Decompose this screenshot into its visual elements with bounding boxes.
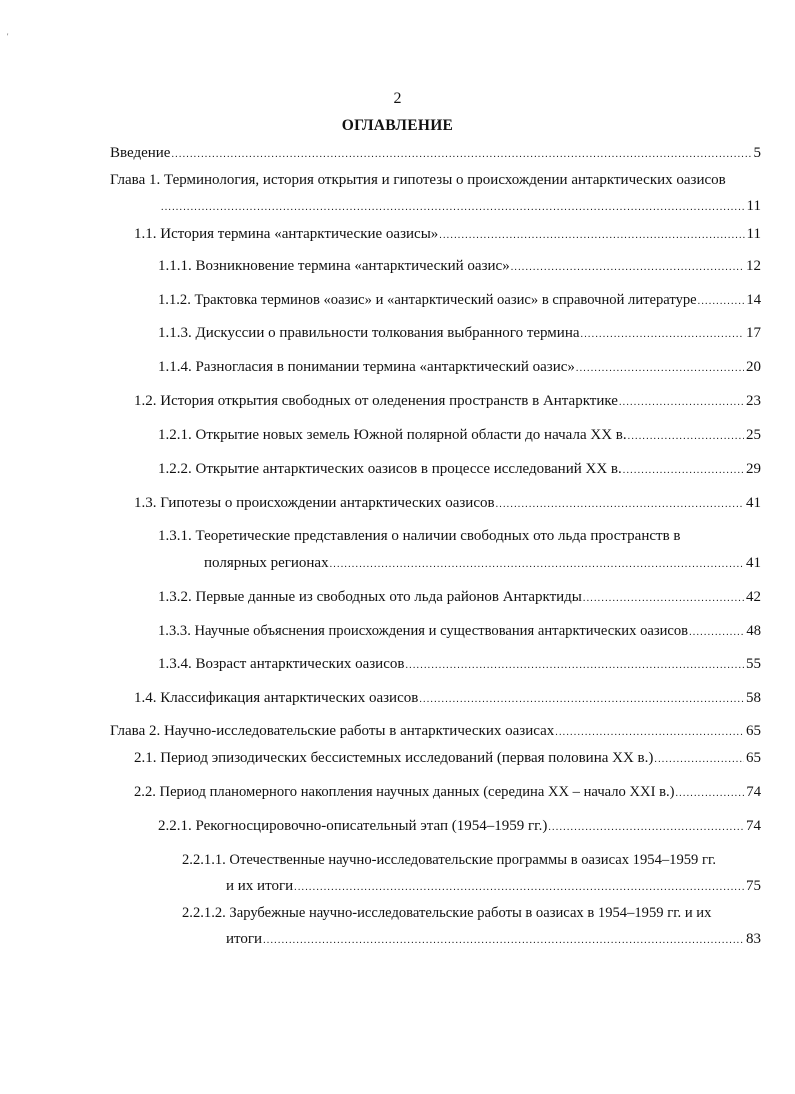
toc-page-number: 12 (746, 258, 761, 274)
toc-page-number: 11 (746, 198, 761, 214)
toc-entry-2-2-1-2-line1[interactable]: 2.2.1.2. Зарубежные научно-исследовательские работы в оазисах в 1954–1959 гг. и их (182, 905, 712, 921)
dot-leader (294, 878, 744, 898)
toc-page-number: 41 (746, 555, 761, 571)
dot-leader (555, 723, 744, 743)
dot-leader (654, 750, 744, 770)
toc-entry-label: 1.1.4. Разногласия в понимании термина «антарктический оазис» (158, 359, 575, 375)
toc-entry-label: 1.1.1. Возникновение термина «антарктический оазис» (158, 258, 510, 274)
dot-leader (263, 931, 744, 951)
toc-page-number: 41 (746, 495, 761, 511)
toc-entry-label: 1.2.2. Открытие антарктических оазисов в процессе исследований XX в. (158, 461, 622, 477)
toc-entry-2-2-1-1-line1[interactable]: 2.2.1.1. Отечественные научно-исследовательские программы в оазисах 1954–1959 гг. (182, 852, 716, 868)
toc-entry-label: 1.1. История термина «антарктические оазисы» (134, 226, 439, 242)
toc-page-number: 65 (746, 750, 761, 766)
toc-page-number: 42 (746, 589, 761, 605)
toc-page-number: 23 (746, 393, 761, 409)
toc-entry-label: итоги (226, 931, 263, 947)
toc-entry-label: 1.3.3. Научные объяснения происхождения и существования антарктических оазисов (158, 623, 689, 639)
toc-page-number: 25 (746, 427, 761, 443)
toc-entry-2-2[interactable] (134, 782, 761, 802)
toc-entry-label: 1.1.2. Трактовка терминов «оазис» и «антарктический оазис» в справочной литературе (158, 292, 697, 308)
toc-entry-label: 1.1.3. Дискуссии о правильности толкования выбранного термина (158, 325, 580, 341)
page-number: 2 (393, 90, 402, 107)
toc-entry-2-2-1[interactable] (158, 816, 761, 836)
toc-entry-1-3-1[interactable] (204, 553, 761, 573)
toc-page-number: 17 (746, 325, 761, 341)
toc-entry-2-1[interactable] (134, 748, 761, 768)
toc-entry-label: 1.3.4. Возраст антарктических оазисов (158, 656, 405, 672)
toc-entry-ch1-line1[interactable]: Глава 1. Терминология, история открытия и гипотезы о происхождении антарктических оазисов (110, 172, 726, 188)
dot-leader (675, 784, 744, 804)
toc-entry-1-3[interactable] (134, 493, 761, 513)
dot-leader (548, 818, 744, 838)
toc-entry-1-1-1[interactable] (158, 256, 761, 276)
dot-leader (576, 359, 744, 379)
dot-leader (171, 145, 751, 165)
toc-entry-label: Введение (110, 145, 171, 161)
toc-entry-1-2-1[interactable] (158, 425, 761, 445)
toc-entry-ch1[interactable] (160, 196, 761, 216)
toc-entry-1-4[interactable] (134, 688, 761, 708)
toc-page-number: 74 (746, 818, 761, 834)
toc-entry-label: 2.2.1. Рекогносцировочно-описательный этап (1954–1959 гг.) (158, 818, 548, 834)
toc-entry-label: 1.4. Классификация антарктических оазисов (134, 690, 419, 706)
toc-entry-1-3-4[interactable] (158, 654, 761, 674)
toc-page-number: 11 (746, 226, 761, 242)
dot-leader (623, 461, 744, 481)
dot-leader (581, 325, 744, 345)
dot-leader (583, 589, 744, 609)
dot-leader (439, 226, 744, 246)
toc-title: ОГЛАВЛЕНИЕ (341, 117, 454, 134)
toc-entry-1-2-2[interactable] (158, 459, 761, 479)
toc-page-number: 74 (746, 784, 761, 800)
toc-entry-intro[interactable] (110, 143, 761, 163)
dot-leader (161, 198, 745, 218)
toc-entry-1-3-2[interactable] (158, 587, 761, 607)
toc-entry-label: 1.2. История открытия свободных от оледенения пространств в Антарктике (134, 393, 618, 409)
toc-entry-label: Глава 2. Научно-исследовательские работы в антарктических оазисах (110, 723, 555, 739)
toc-page-number: 29 (746, 461, 761, 477)
toc-entry-label: полярных регионах (204, 555, 329, 571)
toc-entry-label: и их итоги (226, 878, 294, 894)
toc-page-number: 58 (746, 690, 761, 706)
toc-page-number: 20 (746, 359, 761, 375)
toc-entry-label: 1.3.2. Первые данные из свободных ото льда районов Антарктиды (158, 589, 582, 605)
toc-entry-1-1-3[interactable] (158, 323, 761, 343)
dot-leader (628, 427, 744, 447)
dot-leader (689, 623, 744, 643)
toc-page-number: 55 (746, 656, 761, 672)
toc-page-number: 14 (746, 292, 761, 308)
toc-entry-1-3-1-line1[interactable]: 1.3.1. Теоретические представления о наличии свободных ото льда пространств в (158, 528, 681, 544)
dot-leader (511, 258, 744, 278)
toc-entry-ch2[interactable] (110, 721, 761, 741)
dot-leader (405, 656, 744, 676)
toc-entry-2-2-1-2[interactable] (226, 929, 761, 949)
dot-leader (619, 393, 744, 413)
toc-page-number: 75 (746, 878, 761, 894)
toc-entry-label: 2.1. Период эпизодических бессистемных исследований (первая половина XX в.) (134, 750, 654, 766)
toc-entry-1-1-4[interactable] (158, 357, 761, 377)
toc-entry-1-1[interactable] (134, 224, 761, 244)
dot-leader (330, 555, 744, 575)
toc-page-number: 5 (753, 145, 761, 161)
toc-page-number: 65 (746, 723, 761, 739)
toc-entry-2-2-1-1[interactable] (226, 876, 761, 896)
toc-entry-label: 1.2.1. Открытие новых земель Южной полярной области до начала XX в. (158, 427, 627, 443)
toc-entry-label: 1.3. Гипотезы о происхождении антарктических оазисов (134, 495, 495, 511)
toc-page-number: 48 (746, 623, 761, 639)
corner-mark: ' (7, 32, 9, 41)
toc-entry-label: 2.2. Период планомерного накопления научных данных (середина XX – начало XXI в.) (134, 784, 675, 800)
toc-entry-1-1-2[interactable] (158, 290, 761, 310)
toc-page-number: 83 (746, 931, 761, 947)
toc-entry-1-3-3[interactable] (158, 621, 761, 641)
dot-leader (419, 690, 744, 710)
dot-leader (698, 292, 745, 312)
dot-leader (496, 495, 744, 515)
toc-entry-1-2[interactable] (134, 391, 761, 411)
